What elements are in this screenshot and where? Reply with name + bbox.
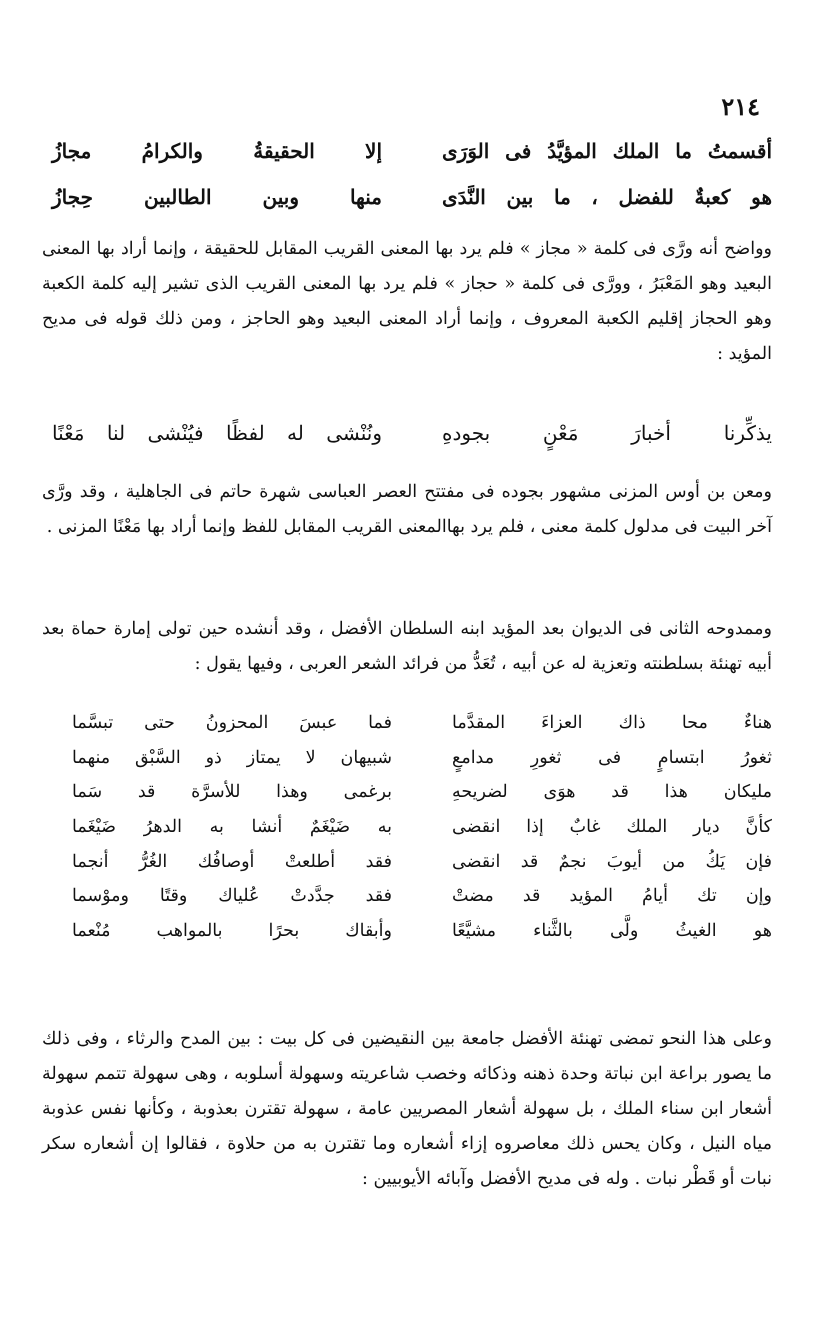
hemistich-left: به ضَيْغَمٌ أنشا به الدهرُ ضَيْغَما xyxy=(72,817,392,838)
poem-block xyxy=(72,706,772,948)
paragraph-text: ومعن بن أوس المزنى مشهور بجوده فى مفتتح العصر العباسى شهرة حاتم فى الجاهلية ، وقد ورَّى آخر البيت فى مدلول كلمة معنى ، فلم يرد بهاالمعنى القريب المقابل للفظ وإنما أراد بها مَعْنًا المزنى . xyxy=(42,482,772,537)
verse-block-1 xyxy=(52,128,772,220)
verse-line xyxy=(52,410,772,456)
hemistich-right: مليكان هذا قد هوَى لضريحهِ xyxy=(452,782,772,803)
paragraph-text: وواضح أنه ورَّى فى كلمة « مجاز » فلم يرد بها المعنى القريب المقابل للحقيقة ، وإنما أراد بها المعنى البعيد وهو المَعْبَرُ ، وورَّى فى كلمة « حجاز » فلم يرد بها المعنى القريب الذى تشير إليه كلمة الكعبة وهو الحجاز إقليم الكعبة المعروف ، وإنما أراد المعنى البعيد وهو الحاجز ، ومن ذلك قوله فى مديح المؤيد : xyxy=(42,239,772,364)
hemistich-left: وأبقاك بحرًا بالمواهب مُنْعما xyxy=(72,920,392,941)
hemistich-right: وإن تك أيامُ المؤيد قد مضتْ xyxy=(452,886,772,907)
hemistich-left: فقد جدَّدتْ عُلياك وقتًا وموْسما xyxy=(72,886,392,907)
paragraph-text: وممدوحه الثانى فى الديوان بعد المؤيد ابنه السلطان الأفضل ، وقد أنشده حين تولى إمارة حماة بعد أبيه تهنئة بسلطنته وتعزية له عن أبيه ، تُعَدُّ من فرائد الشعر العربى ، وفيها يقول : xyxy=(42,619,772,674)
hemistich-right: يذكِّرنا أخبارَ مَعْنٍ بجودهِ xyxy=(442,421,772,445)
hemistich-right: ثغورُ ابتسامٍ فى ثغورِ مدامعٍ xyxy=(452,747,772,768)
hemistich-left: برغمى وهذا للأسرَّة قد سَما xyxy=(72,782,392,803)
poem-line xyxy=(72,844,772,879)
poem-line xyxy=(72,810,772,845)
hemistich-left: منها وبين الطالبين حِجازُ xyxy=(52,185,382,209)
hemistich-left: إلا الحقيقةُ والكرامُ مجازُ xyxy=(52,139,382,163)
hemistich-right: هو الغيثُ ولَّى بالثَّناء مشيَّعًا xyxy=(452,920,772,941)
hemistich-left: ونُنْشى له لفظًا فيُنْشى لنا مَعْنًا xyxy=(52,421,382,445)
hemistich-left: فقد أطلعتْ أوصافُك الغُرُّ أنجما xyxy=(72,851,392,872)
poem-line xyxy=(72,879,772,914)
verse-line xyxy=(52,174,772,220)
paragraph-4 xyxy=(42,1022,772,1197)
verse-block-2 xyxy=(52,410,772,456)
poem-line xyxy=(72,775,772,810)
hemistich-right: أقسمتُ ما الملك المؤيَّدُ فى الوَرَى xyxy=(442,139,772,163)
poem-line xyxy=(72,914,772,949)
hemistich-left: فما عبسَ المحزونُ حتى تبسَّما xyxy=(72,713,392,734)
hemistich-left: شبيهان لا يمتاز ذو السَّبْق منهما xyxy=(72,747,392,768)
hemistich-right: هو كعبةٌ للفضل ، ما بين النَّدَى xyxy=(442,185,772,209)
paragraph-text: وعلى هذا النحو تمضى تهنئة الأفضل جامعة بين النقيضين فى كل بيت : بين المدح والرثاء ، وفى ذلك ما يصور براعة ابن نباتة وحدة ذهنه وذكائه وخصب شاعريته وسهولة أسلوبه ، وهى سهولة تتمم سهولة أشعار ابن سناء الملك ، بل سهولة أشعار المصريين عامة ، سهولة تقترن بعذوبة ، وكأنها نفس عذوبة مياه النيل ، وكان يحس ذلك معاصروه إزاء أشعاره وما تقترن به من حلاوة ، فقالوا إن أشعاره سكر نبات أو قَطْر نبات . وله فى مديح الأفضل وآبائه الأيوبيين : xyxy=(42,1029,772,1189)
paragraph-2 xyxy=(42,475,772,545)
hemistich-right: هناءٌ محا ذاك العزاءَ المقدَّما xyxy=(452,713,772,734)
paragraph-1 xyxy=(42,232,772,372)
paragraph-3 xyxy=(42,612,772,682)
page-number: ٢١٤ xyxy=(721,92,760,121)
hemistich-right: كأنَّ ديار الملك غابٌ إذا انقضى xyxy=(452,817,772,838)
hemistich-right: فإن يَكُ من أيوبَ نجمٌ قد انقضى xyxy=(452,851,772,872)
poem-line xyxy=(72,706,772,741)
poem-line xyxy=(72,741,772,776)
verse-line xyxy=(52,128,772,174)
